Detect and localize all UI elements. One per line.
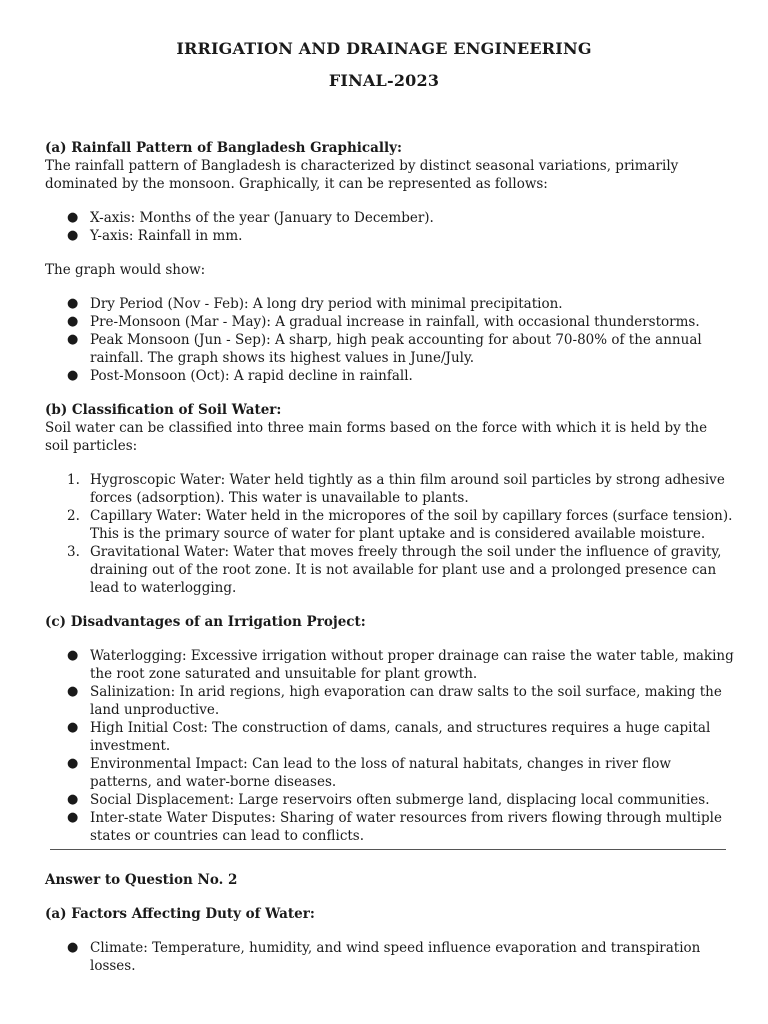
list-item: ● Post-Monsoon (Oct): A rapid decline in rainfall.	[67, 368, 413, 384]
bullet-icon: ●	[67, 296, 79, 311]
section-a-heading: (a) Rainfall Pattern of Bangladesh Graphically:	[45, 140, 402, 156]
list-item: ● High Initial Cost: The construction of dams, canals, and structures requires a huge capital investment.	[67, 720, 711, 754]
list-item: ● Waterlogging: Excessive irrigation without proper drainage can raise the water table, making the root zone saturated and unsuitable for plant growth.	[67, 648, 734, 682]
bullet-icon: ●	[67, 684, 79, 699]
bullet-icon: ●	[67, 314, 79, 329]
bullet-icon: ●	[67, 720, 79, 735]
list-item: ● Social Displacement: Large reservoirs often submerge land, displacing local communities.	[67, 792, 710, 808]
bullet-icon: ●	[67, 810, 79, 825]
bullet-icon: ●	[67, 228, 79, 243]
section-b-heading: (b) Classification of Soil Water:	[45, 402, 282, 418]
section-b-intro: Soil water can be classified into three main forms based on the force with which it is held by the soil particles:	[45, 420, 708, 454]
bullet-icon: ●	[67, 792, 79, 807]
bullet-icon: ●	[67, 210, 79, 225]
duty-factors-list	[45, 939, 735, 975]
list-item: ● Environmental Impact: Can lead to the loss of natural habitats, changes in river flow patterns, and water-borne diseases.	[67, 756, 671, 790]
bullet-icon: ●	[67, 368, 79, 383]
list-item: ● Y-axis: Rainfall in mm.	[67, 228, 243, 244]
list-item: ● Peak Monsoon (Jun - Sep): A sharp, high peak accounting for about 70-80% of the annual rainfall. The graph shows its highest values in June/July.	[67, 332, 702, 366]
section-c-heading: (c) Disadvantages of an Irrigation Project:	[45, 614, 366, 630]
list-item: ● Inter-state Water Disputes: Sharing of water resources from rivers flowing through multiple states or countries can lead to conflicts.	[67, 810, 722, 844]
list-item: ● Pre-Monsoon (Mar - May): A gradual increase in rainfall, with occasional thunderstorms.	[67, 314, 700, 330]
horizontal-divider	[50, 849, 726, 850]
question-2-sub-heading: (a) Factors Affecting Duty of Water:	[45, 906, 315, 922]
list-item: 3. Gravitational Water: Water that moves freely through the soil under the influence of gravity, draining out of the root zone. It is not available for plant use and a prolonged presence can lead to waterlogging.	[67, 544, 722, 596]
bullet-icon: ●	[67, 940, 79, 955]
rainfall-periods-list	[45, 295, 735, 385]
bullet-icon: ●	[67, 648, 79, 663]
list-item: ● X-axis: Months of the year (January to December).	[67, 210, 434, 226]
document-title: IRRIGATION AND DRAINAGE ENGINEERING	[176, 39, 592, 58]
answer-content	[45, 139, 735, 845]
disadvantages-list	[45, 647, 735, 845]
list-item: ● Dry Period (Nov - Feb): A long dry period with minimal precipitation.	[67, 296, 563, 312]
list-item: 1. Hygroscopic Water: Water held tightly as a thin film around soil particles by strong adhesive forces (adsorption). This water is unavailable to plants.	[67, 472, 725, 506]
bullet-icon: ●	[67, 756, 79, 771]
list-number: 1.	[67, 472, 80, 488]
section-a-intro: The rainfall pattern of Bangladesh is characterized by distinct seasonal variations, primarily dominated by the monsoon. Graphically, it can be represented as follows:	[45, 158, 679, 192]
bullet-icon: ●	[67, 332, 79, 347]
document-subtitle: FINAL-2023	[328, 71, 440, 90]
list-number: 3.	[67, 544, 80, 560]
question-2-heading: Answer to Question No. 2	[45, 872, 238, 888]
soil-water-list	[45, 471, 735, 597]
list-item: ● Climate: Temperature, humidity, and wind speed influence evaporation and transpiration losses.	[67, 940, 701, 974]
list-number: 2.	[67, 508, 80, 524]
question-2-content	[45, 871, 735, 975]
list-item: 2. Capillary Water: Water held in the micropores of the soil by capillary forces (surface tension). This is the primary source of water for plant uptake and is considered available moisture.	[67, 508, 733, 542]
graph-intro: The graph would show:	[45, 262, 206, 278]
list-item: ● Salinization: In arid regions, high evaporation can draw salts to the soil surface, making the land unproductive.	[67, 684, 722, 718]
axes-list	[45, 209, 735, 245]
